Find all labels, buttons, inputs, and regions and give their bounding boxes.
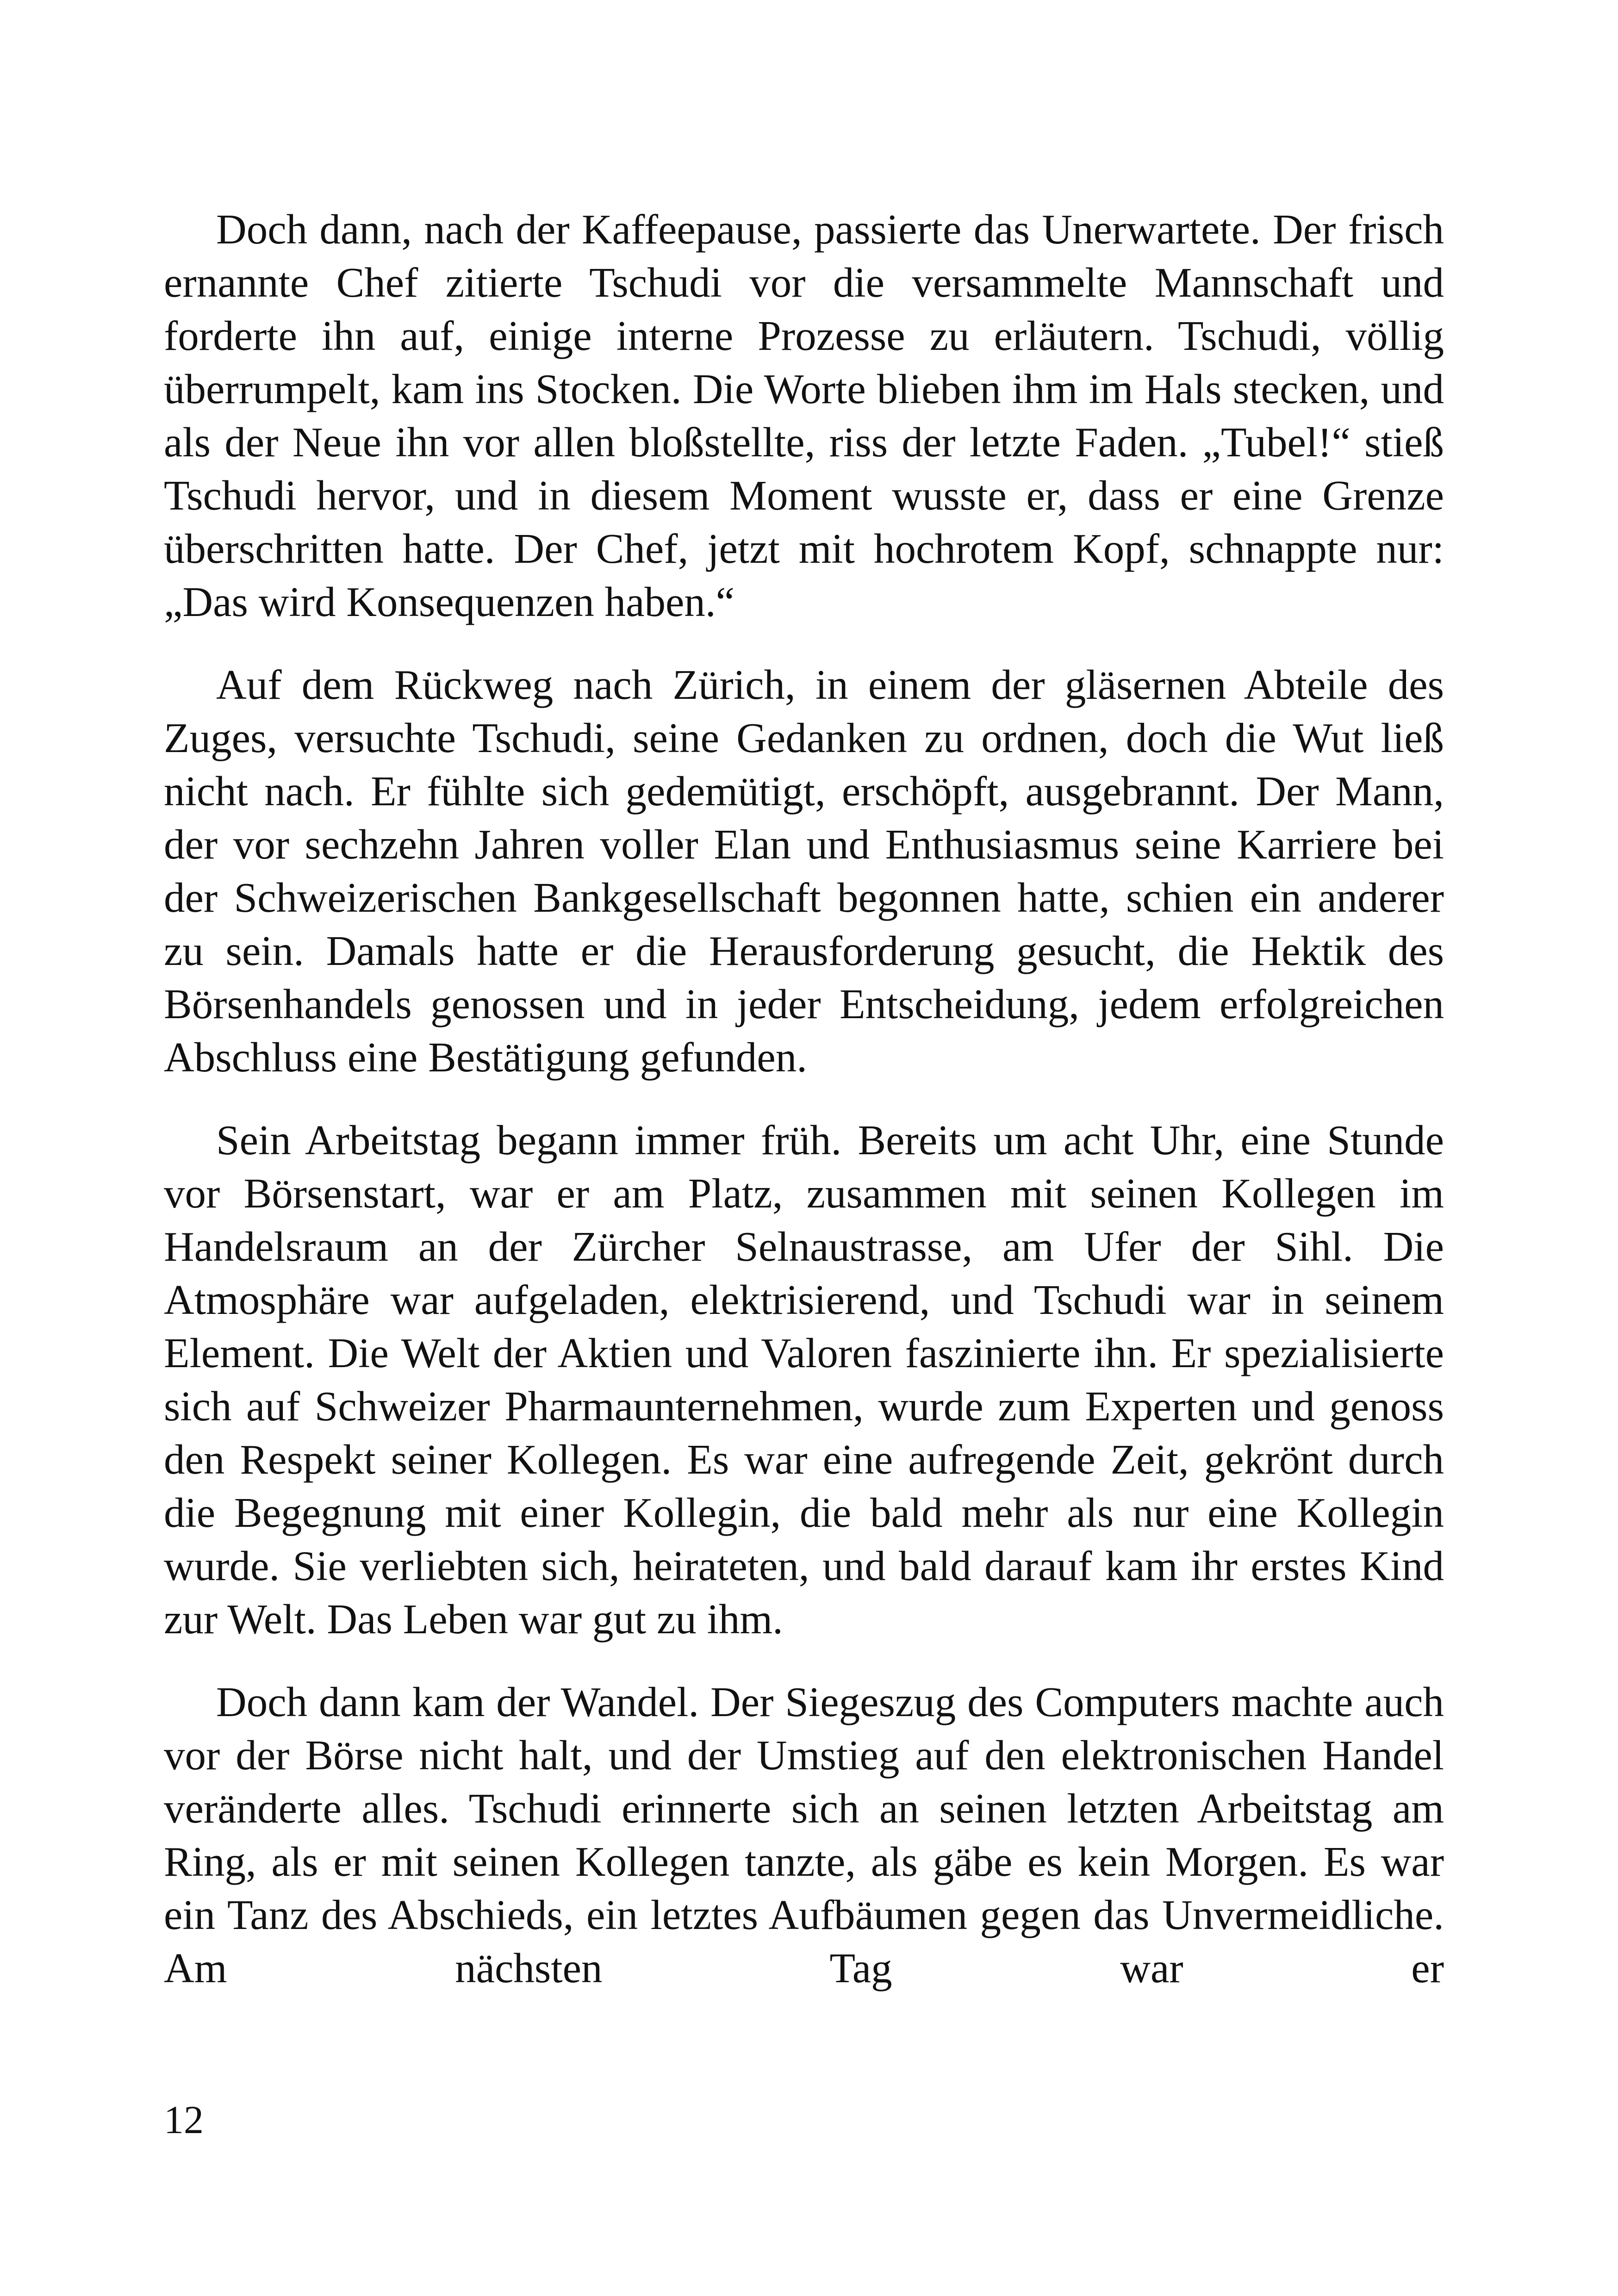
paragraph-rueckweg: Auf dem Rückweg nach Zürich, in einem der gläsernen Abteile des Zuges, versuchte Tschudi, seine Gedanken zu ordnen, doch die Wut ließ nicht nach. Er fühlte sich gedemütigt, erschöpft, ausgebrannt. Der Mann, der vor sechzehn Jahren voller Elan und Enthusiasmus seine Karriere bei der Schweizerischen Bankgesellschaft begonnen hatte, schien ein anderer zu sein. Damals hatte er die Herausforderung gesucht, die Hektik des Börsenhandels genossen und in jeder Entscheidung, jedem erfolgreichen Abschluss eine Bestätigung gefunden.: [164, 661, 1444, 1081]
paragraph-kaffeepause: Doch dann, nach der Kaffeepause, passierte das Unerwartete. Der frisch ernannte Chef zitierte Tschudi vor die versammelte Mannschaft und forderte ihn auf, einige interne Prozesse zu erläutern. Tschudi, völlig überrumpelt, kam ins Stocken. Die Worte blieben ihm im Hals stecken, und als der Neue ihn vor allen bloßstellte, riss der letzte Faden. „Tubel!“ stieß Tschudi hervor, und in diesem Moment wusste er, dass er eine Grenze überschritten hatte. Der Chef, jetzt mit hochrotem Kopf, schnappte nur: „Das wird Konsequenzen haben.“: [164, 206, 1444, 625]
body-text: [164, 203, 1444, 1995]
paragraph-wandel: Doch dann kam der Wandel. Der Siegeszug des Computers machte auch vor der Börse nicht halt, und der Umstieg auf den elektronischen Handel veränderte alles. Tschudi erinnerte sich an seinen letzten Arbeitstag am Ring, als er mit seinen Kollegen tanzte, als gäbe es kein Morgen. Es war ein Tanz des Abschieds, ein letztes Aufbäumen gegen das Unvermeidliche. Am nächsten Tag war er: [164, 1679, 1444, 1991]
paragraph-arbeitstag: Sein Arbeitstag begann immer früh. Bereits um acht Uhr, eine Stunde vor Börsenstart, war er am Platz, zusammen mit seinen Kollegen im Handelsraum an der Zürcher Selnaustrasse, am Ufer der Sihl. Die Atmosphäre war aufgeladen, elektrisierend, und Tschudi war in seinem Element. Die Welt der Aktien und Valoren faszinierte ihn. Er spezialisierte sich auf Schweizer Pharmaunternehmen, wurde zum Experten und genoss den Respekt seiner Kollegen. Es war eine aufregende Zeit, gekrönt durch die Begegnung mit einer Kollegin, die bald mehr als nur eine Kollegin wurde. Sie verliebten sich, heirateten, und bald darauf kam ihr erstes Kind zur Welt. Das Leben war gut zu ihm.: [164, 1117, 1444, 1643]
page-number: 12: [164, 2097, 204, 2142]
